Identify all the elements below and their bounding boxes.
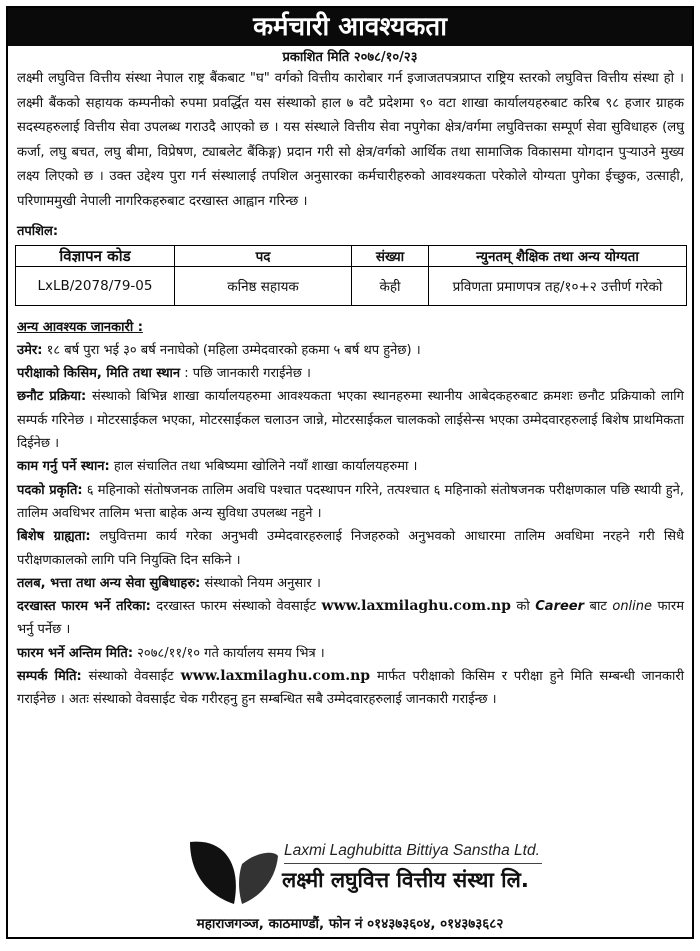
special-label: बिशेष ग्राह्यता: — [17, 529, 91, 545]
header-count: संख्या — [352, 245, 429, 266]
apply-text-3: बाट — [589, 599, 607, 615]
company-logo — [184, 834, 564, 908]
apply-text-2: को — [516, 599, 530, 615]
deadline-item — [17, 642, 684, 665]
apply-website-link[interactable]: www.laxmilaghu.com.np — [321, 598, 511, 615]
footer-address: महाराजगञ्ज, काठमाण्डौं, फोन नं ०१४३७३६०४, ०१४३७३६८२ — [196, 916, 504, 932]
vacancy-notice — [6, 6, 694, 939]
age-item — [17, 339, 684, 362]
exam-label: परीक्षाको किसिम, मिति तथा स्थान — [17, 366, 181, 382]
selection-item — [17, 385, 684, 455]
leaf-logo-icon — [184, 834, 280, 908]
contact-website-link[interactable]: www.laxmilaghu.com.np — [180, 668, 371, 685]
published-date-line — [8, 48, 692, 67]
header-position: पद — [175, 245, 352, 266]
deadline-text: २०७८/११/१० गते कार्यालय समय भित्र । — [137, 645, 325, 661]
contact-text-2: मार्फत परीक्षाको किसिम र परीक्षा हुने मिति सम्बन्धी जानकारी गराईनेछ । अतः संस्थाको वेवसाईट चेक गरीरहनु हुन सम्बन्धित सबै उम्मेदवारहरुलाई जानकारी गराईन्छ । — [17, 669, 685, 708]
apply-career: Career — [535, 599, 585, 615]
salary-text: संस्थाको नियम अनुसार । — [204, 575, 321, 591]
workplace-label: काम गर्नु पर्ने स्थान: — [17, 459, 110, 475]
workplace-text: हाल संचालित तथा भबिष्यमा खोलिने नयाँ शाखा कार्यालयहरुमा । — [113, 459, 418, 475]
intro-paragraph: लक्ष्मी लघुवित्त वित्तीय संस्था नेपाल राष्ट्र बैंकबाट "घ" वर्गको वित्तीय कारोबार गर्न इजाजतपत्रप्राप्त राष्ट्रिय स्तरको लघुवित्त वित्तीय संस्था हो । लक्ष्मी बैंकको सहायक कम्पनीको रुपमा प्रवर्द्धित यस संस्थाको हाल ७ वटै प्रदेशमा ९० वटा शाखा कार्यालयहरुबाट करिब ९८ हजार ग्राहक सदस्यहरुलाई वित्तीय सेवा उपलब्ध गराउदै आएको छ । यस संस्थाले वित्तीय सेवा नपुगेका क्षेत्र/वर्गमा लघुवित्तका सम्पूर्ण सेवा सुविधाहरु (लघु कर्जा, लघु बचत, लघु बीमा, विप्रेषण, ट्याबलेट बैंकिङ्ग) प्रदान गरी सो क्षेत्र/वर्गको आर्थिक तथा सामाजिक विकासमा योगदान पुऱ्याउने मुख्य लक्ष्य लिएको छ । उक्त उद्देश्य पुरा गर्न संस्थालाई तपशिल अनुसारका कर्मचारीहरुको आवश्यकता परेकोले योग्यता पुगेका ईच्छुक, उत्साही, परिणाममुखी नेपाली नागरिकहरुबाट दरखास्त आह्वान गरिन्छ । — [17, 71, 684, 209]
exam-text: : पछि जानकारी गराईनेछ । — [184, 366, 311, 382]
header-ad-code: विज्ञापन कोड — [16, 245, 175, 266]
nature-label: पदको प्रकृति: — [17, 482, 83, 498]
workplace-item — [17, 455, 684, 478]
cell-qualification: प्रविणता प्रमाणपत्र तह/१०+२ उत्तीर्ण गरेको — [429, 266, 687, 305]
cell-ad-code: LxLB/2078/79-05 — [16, 266, 175, 305]
special-text: लघुवित्तमा कार्य गरेका अनुभवी उम्मेदवारहरुलाई निजहरुको अनुभवको आधारमा तालिम अवधिमा नरहने गरी सिधै परीक्षणकालको लागि पनि नियुक्ति दिन सकिने । — [17, 529, 684, 568]
logo-name-nepali: लक्ष्मी लघुवित्त वित्तीय संस्था लि. — [282, 868, 529, 892]
salary-item — [17, 572, 684, 595]
table-row — [16, 266, 687, 305]
contact-item — [17, 665, 684, 712]
special-item — [17, 525, 684, 572]
details-label: तपशिल: — [17, 223, 59, 239]
other-info-heading: अन्य आवश्यक जानकारी : — [17, 319, 143, 335]
table-header-row — [16, 245, 687, 266]
vacancy-table — [15, 245, 687, 306]
contact-label: सम्पर्क मिति: — [17, 669, 82, 685]
cell-position: कनिष्ठ सहायक — [175, 266, 352, 305]
other-info-section — [8, 316, 692, 712]
banner-title: कर्मचारी आवश्यकता — [8, 8, 692, 46]
published-date: २०७८/१०/२३ — [353, 50, 418, 65]
cell-count: केही — [352, 266, 429, 305]
apply-item — [17, 595, 684, 642]
contact-text-1: संस्थाको वेवसाईट — [88, 669, 174, 685]
nature-text: ६ महिनाको संतोषजनक तालिम अवधि पश्चात पदस्थापन गरिने, तत्पश्चात ६ महिनाको संतोषजनक परीक्षणकाल पछि स्थायी हुने, तालिम अवधिभर तालिम भत्ता बाहेक अन्य सुविधा उपलब्ध नहुने । — [17, 482, 684, 521]
exam-item — [17, 362, 684, 385]
age-text: १८ बर्ष पुरा भई ३० बर्ष ननाघेको (महिला उम्मेदवारको हकमा ५ बर्ष थप हुनेछ) । — [46, 342, 421, 358]
apply-online: online — [612, 599, 653, 615]
header-qualification: न्युनतम् शैक्षिक तथा अन्य योग्यता — [429, 245, 687, 266]
apply-text-1: दरखास्त फारम संस्थाको वेवसाईट — [156, 599, 317, 615]
age-label: उमेर: — [17, 342, 43, 358]
salary-label: तलब, भत्ता तथा अन्य सेवा सुबिधाहरु: — [17, 575, 201, 591]
logo-name-english: Laxmi Laghubitta Bittiya Sanstha Ltd. — [284, 842, 540, 859]
logo-divider — [284, 863, 542, 864]
deadline-label: फारम भर्ने अन्तिम मिति: — [17, 645, 134, 661]
selection-text: संस्थाको बिभिन्न शाखा कार्यालयहरुमा आवश्यकता भएका स्थानहरुमा स्थानीय आबेदकहरुबाट क्रमशः छनौट प्रक्रियाको लागि सम्पर्क गरिनेछ । मोटरसाईकल भएका, मोटरसाईकल चलाउन जान्ने, मोटरसाईकल चालकको लाईसेन्स भएका उम्मेदवारहरुलाई बिशेष प्राथमिकता दिईनेछ । — [17, 389, 684, 452]
published-label: प्रकाशित मिति — [282, 50, 350, 65]
apply-label: दरखास्त फारम भर्ने तरिका: — [17, 599, 151, 615]
nature-item — [17, 479, 684, 526]
apply-text-4: फारम भर्नु पर्नेछ । — [17, 599, 684, 638]
selection-label: छनौट प्रक्रिया: — [17, 389, 87, 405]
